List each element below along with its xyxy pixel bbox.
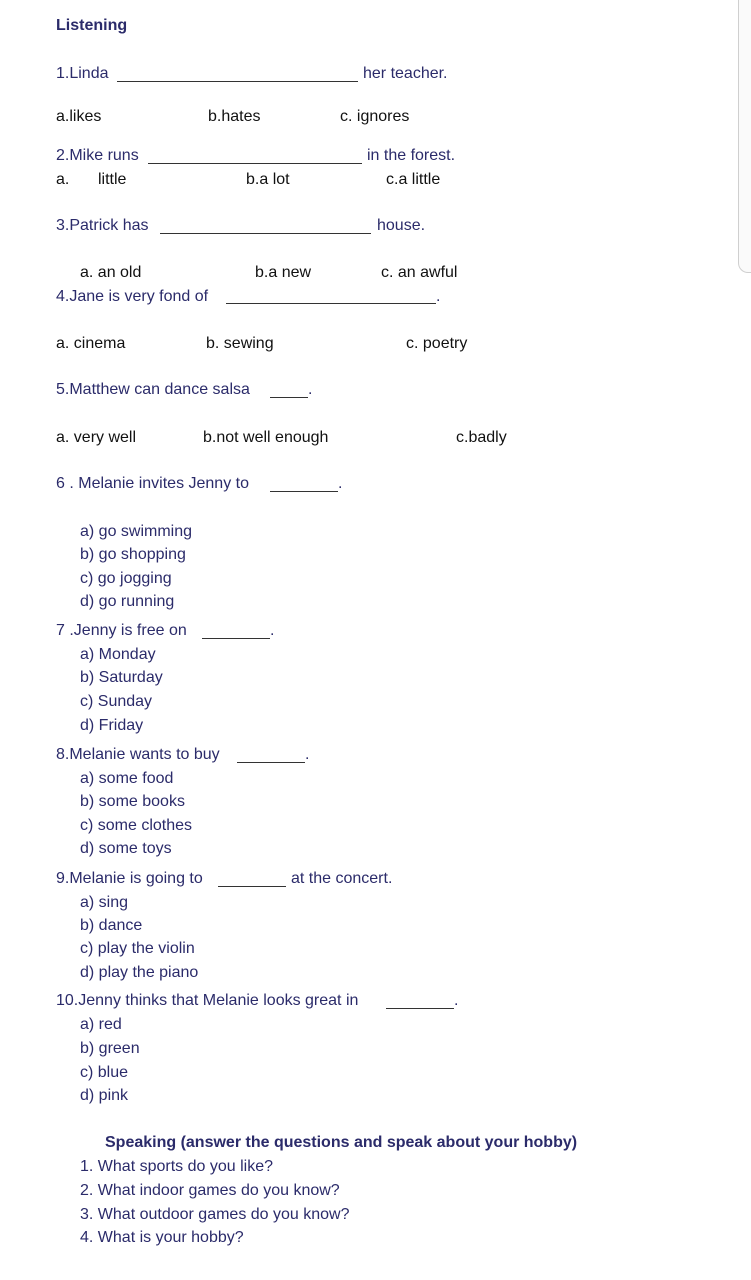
q2-option-a-text: little <box>98 171 127 188</box>
q9-option-b: b) dance <box>80 917 143 934</box>
q3-option-a: a. an old <box>80 264 142 281</box>
answer-blank-1 <box>117 81 358 82</box>
q1-option-c: c. ignores <box>340 108 410 125</box>
q8-option-d: d) some toys <box>80 840 172 857</box>
q1-option-a: a.likes <box>56 108 102 125</box>
question-6-stem: 6 . Melanie invites Jenny to <box>56 475 249 492</box>
question-2-stem: 2.Mike runs <box>56 147 139 164</box>
q9-option-d: d) play the piano <box>80 964 199 981</box>
speaking-question-1: 1. What sports do you like? <box>80 1158 273 1175</box>
question-5-tail: . <box>308 381 313 398</box>
q10-option-a: a) red <box>80 1016 122 1033</box>
question-7-tail: . <box>270 622 275 639</box>
question-4-tail: . <box>436 288 441 305</box>
question-3-stem: 3.Patrick has <box>56 217 149 234</box>
answer-blank-3 <box>160 233 371 234</box>
q3-option-c: c. an awful <box>381 264 458 281</box>
question-7-stem: 7 .Jenny is free on <box>56 622 187 639</box>
question-4-stem: 4.Jane is very fond of <box>56 288 209 305</box>
answer-blank-2 <box>148 163 362 164</box>
q9-option-c: c) play the violin <box>80 940 195 957</box>
q7-option-a: a) Monday <box>80 646 156 663</box>
q9-option-a: a) sing <box>80 894 129 911</box>
speaking-question-3: 3. What outdoor games do you know? <box>80 1206 350 1223</box>
question-1-stem: 1.Linda <box>56 65 109 82</box>
q5-option-a: a. very well <box>56 429 137 446</box>
q8-option-c: c) some clothes <box>80 817 193 834</box>
q5-option-b: b.not well enough <box>203 429 329 446</box>
q4-option-c: c. poetry <box>406 335 468 352</box>
q6-option-c: c) go jogging <box>80 570 172 587</box>
answer-blank-7 <box>202 638 270 639</box>
question-3-tail: house. <box>377 217 426 234</box>
q6-option-d: d) go running <box>80 593 175 610</box>
listening-title: Listening <box>56 17 128 34</box>
q2-option-b: b.a lot <box>246 171 290 188</box>
q10-option-d: d) pink <box>80 1087 129 1104</box>
speaking-question-2: 2. What indoor games do you know? <box>80 1182 340 1199</box>
q6-option-b: b) go shopping <box>80 546 186 563</box>
question-8-stem: 8.Melanie wants to buy <box>56 746 220 763</box>
q4-option-a: a. cinema <box>56 335 126 352</box>
q10-option-c: c) blue <box>80 1064 129 1081</box>
q7-option-d: d) Friday <box>80 717 144 734</box>
speaking-question-4: 4. What is your hobby? <box>80 1229 244 1246</box>
question-5-stem: 5.Matthew can dance salsa <box>56 381 250 398</box>
speaking-title: Speaking (answer the questions and speak about your hobby) <box>105 1134 578 1151</box>
q8-option-b: b) some books <box>80 793 185 810</box>
answer-blank-5 <box>270 397 308 398</box>
answer-blank-10 <box>386 1008 454 1009</box>
q2-option-c: c.a little <box>386 171 441 188</box>
question-1-tail: her teacher. <box>363 65 448 82</box>
q5-option-c: c.badly <box>456 429 507 446</box>
question-9-stem: 9.Melanie is going to <box>56 870 203 887</box>
question-2-tail: in the forest. <box>367 147 456 164</box>
question-8-tail: . <box>305 746 310 763</box>
q7-option-b: b) Saturday <box>80 669 163 686</box>
q8-option-a: a) some food <box>80 770 174 787</box>
q3-option-b: b.a new <box>255 264 312 281</box>
question-10-stem: 10.Jenny thinks that Melanie looks great in <box>56 992 359 1009</box>
answer-blank-9 <box>218 886 286 887</box>
answer-blank-8 <box>237 762 305 763</box>
question-6-tail: . <box>338 475 343 492</box>
page-edge-decoration <box>738 0 751 273</box>
answer-blank-4 <box>226 303 436 304</box>
q4-option-b: b. sewing <box>206 335 274 352</box>
q10-option-b: b) green <box>80 1040 140 1057</box>
q2-option-a-letter: a. <box>56 171 70 188</box>
answer-blank-6 <box>270 491 338 492</box>
question-9-tail: at the concert. <box>291 870 393 887</box>
q1-option-b: b.hates <box>208 108 261 125</box>
question-10-tail: . <box>454 992 459 1009</box>
q7-option-c: c) Sunday <box>80 693 153 710</box>
q6-option-a: a) go swimming <box>80 523 193 540</box>
